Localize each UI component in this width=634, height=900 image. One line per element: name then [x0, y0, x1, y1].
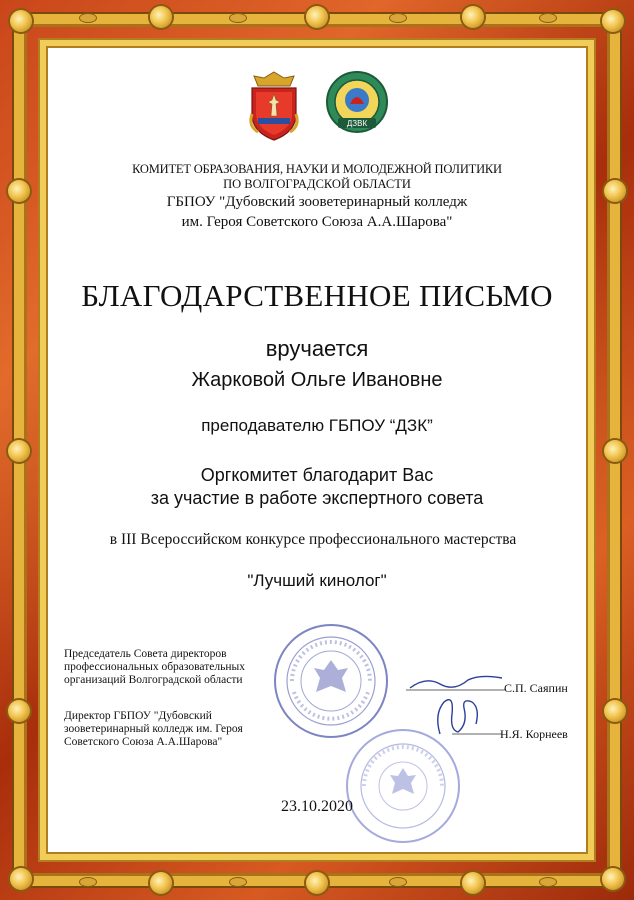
- official-round-stamp-icon: [272, 622, 390, 740]
- frame-rose-ornament: [604, 700, 626, 722]
- certificate-content: [46, 46, 588, 854]
- frame-leaf-ornament: [230, 14, 246, 22]
- frame-rose-ornament: [150, 872, 172, 894]
- issue-date: 23.10.2020: [281, 798, 353, 815]
- frame-rose-ornament: [604, 180, 626, 202]
- signature-role-line: профессиональных образовательных: [64, 661, 245, 673]
- frame-leaf-ornament: [230, 878, 246, 886]
- volgograd-coat-of-arms-icon: [244, 70, 304, 142]
- thanks-line-2: за участие в работе экспертного совета: [150, 488, 484, 508]
- college-badge-icon: [324, 68, 390, 140]
- header-line-1: КОМИТЕТ ОБРАЗОВАНИЯ, НАУКИ И МОЛОДЕЖНОЙ ПОЛИТИКИ: [132, 162, 502, 176]
- frame-rose-ornament: [8, 440, 30, 462]
- frame-leaf-ornament: [80, 878, 96, 886]
- frame-rose-ornament: [10, 868, 32, 890]
- frame-rose-ornament: [602, 868, 624, 890]
- frame-leaf-ornament: [390, 878, 406, 886]
- signature-role-line: зооветеринарный колледж им. Героя: [64, 723, 243, 735]
- frame-rose-ornament: [462, 6, 484, 28]
- thanks-line-1: Оргкомитет благодарит Вас: [200, 465, 434, 485]
- college-round-stamp-icon: [344, 726, 462, 846]
- signature-role-director: [64, 710, 243, 749]
- signature-role-line: Советского Союза А.А.Шарова": [64, 736, 223, 748]
- frame-leaf-ornament: [540, 878, 556, 886]
- frame-rose-ornament: [306, 6, 328, 28]
- frame-rose-ornament: [602, 10, 624, 32]
- frame-rose-ornament: [8, 700, 30, 722]
- college-badge-text: ДЗВК: [346, 119, 368, 128]
- frame-rose-ornament: [8, 180, 30, 202]
- signature-role-line: организаций Волгоградской области: [64, 674, 243, 686]
- frame-rose-ornament: [604, 440, 626, 462]
- header-line-2: ПО ВОЛГОГРАДСКОЙ ОБЛАСТИ: [223, 177, 411, 191]
- signature-name-chairman: С.П. Саяпин: [504, 681, 568, 695]
- frame-leaf-ornament: [390, 14, 406, 22]
- handwritten-signature-director: [432, 694, 502, 740]
- signature-name-director: Н.Я. Корнеев: [500, 727, 568, 741]
- header-line-3: ГБПОУ "Дубовский зооветеринарный колледж: [166, 194, 468, 210]
- competition-text: в III Всероссийском конкурсе профессионального мастерства: [109, 531, 517, 548]
- handwritten-signature-chairman: [406, 666, 506, 696]
- awarded-text: вручается: [265, 336, 369, 361]
- signature-role-line: Председатель Совета директоров: [64, 648, 227, 660]
- competition-name: "Лучший кинолог": [247, 571, 387, 590]
- header-line-4: им. Героя Советского Союза А.А.Шарова": [181, 214, 453, 230]
- frame-rose-ornament: [150, 6, 172, 28]
- frame-rose-ornament: [10, 10, 32, 32]
- frame-rose-ornament: [462, 872, 484, 894]
- frame-leaf-ornament: [80, 14, 96, 22]
- signature-role-chairman: [64, 648, 245, 687]
- recipient-name: Жарковой Ольге Ивановне: [191, 369, 443, 391]
- page-title: БЛАГОДАРСТВЕННОЕ ПИСЬМО: [81, 278, 553, 313]
- recipient-position: преподавателю ГБПОУ “ДЗК”: [201, 416, 433, 435]
- frame-rose-ornament: [306, 872, 328, 894]
- signature-role-line: Директор ГБПОУ "Дубовский: [64, 710, 212, 722]
- frame-leaf-ornament: [540, 14, 556, 22]
